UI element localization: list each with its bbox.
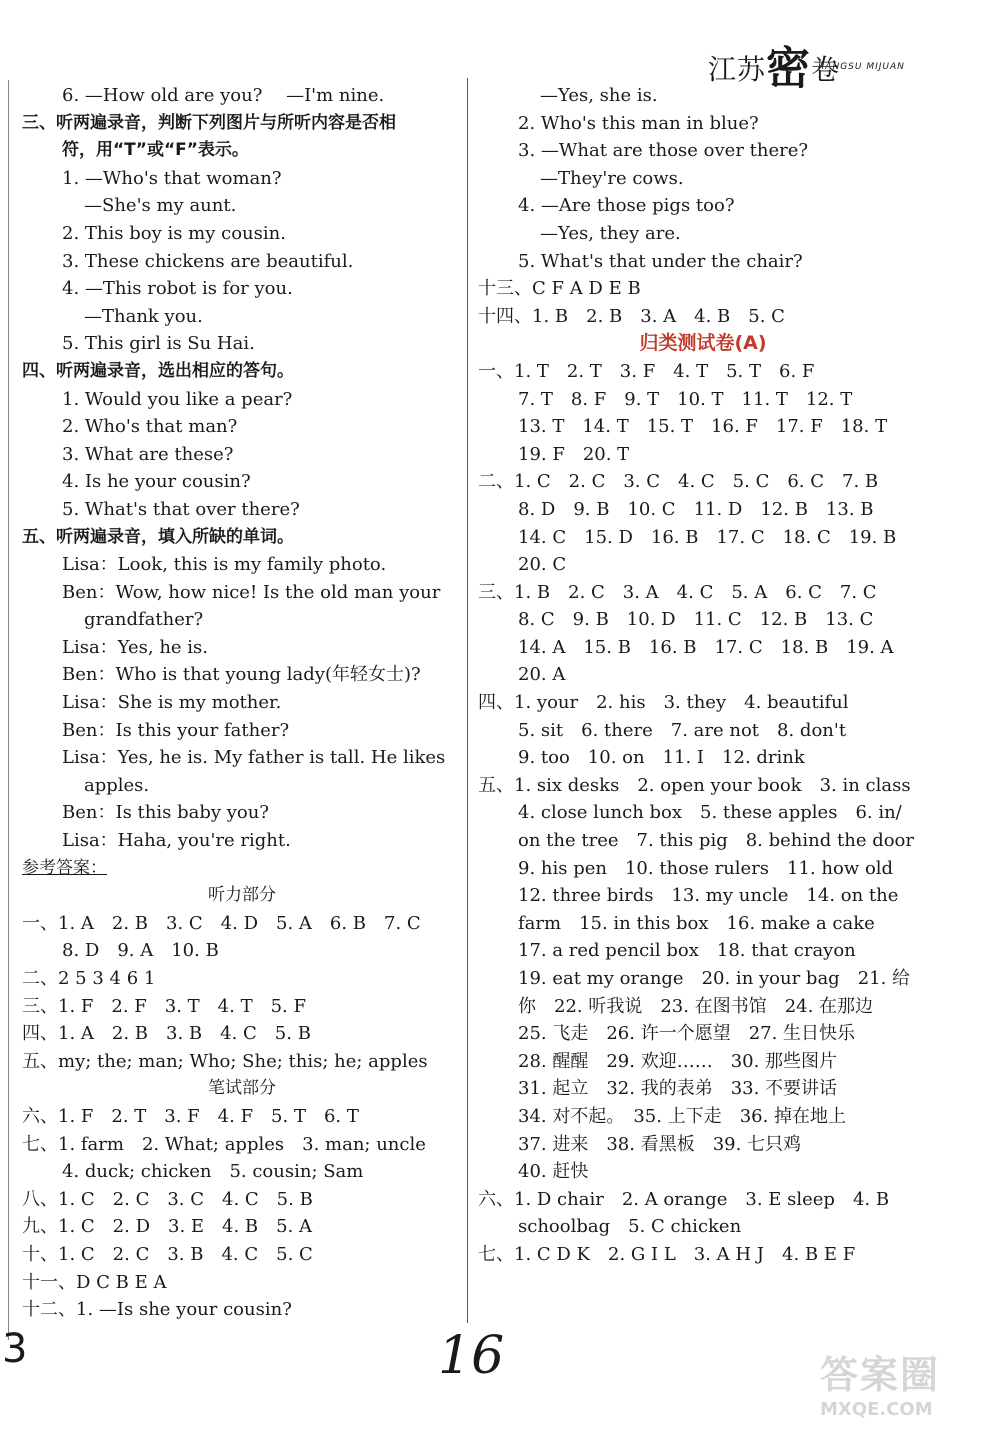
right-line: 2. Who's this man in blue? (518, 112, 759, 134)
right-column (478, 82, 928, 1269)
right-line: schoolbag 5. C chicken (518, 1216, 742, 1238)
right-line: 你 22. 听我说 23. 在图书馆 24. 在那边 (518, 995, 874, 1017)
left-line: Ben：Who is that young lady(年轻女士)? (62, 664, 421, 686)
right-line: 17. a red pencil box 18. that crayon (518, 940, 856, 962)
left-column (22, 82, 462, 1324)
right-line: farm 15. in this box 16. make a cake (518, 912, 875, 934)
column-divider (467, 78, 468, 1323)
right-line: 七、1. C D K 2. G I L 3. A H J 4. B E F (478, 1243, 856, 1265)
right-line: 12. three birds 13. my uncle 14. on the (518, 885, 899, 907)
right-line: 8. D 9. B 10. C 11. D 12. B 13. B (518, 498, 874, 520)
left-line: Lisa：Haha, you're right. (62, 830, 291, 852)
left-line: Lisa：She is my mother. (62, 692, 282, 714)
right-line: 40. 赶快 (518, 1161, 589, 1183)
right-line: 9. too 10. on 11. I 12. drink (518, 747, 805, 769)
right-line: 一、1. T 2. T 3. F 4. T 5. T 6. F (478, 360, 815, 382)
left-line: 1. —Who's that woman? (62, 167, 282, 189)
watermark-url: MXQE.COM (820, 1399, 933, 1420)
left-line: 2. Who's that man? (62, 416, 238, 438)
right-line: 二、1. C 2. C 3. C 4. C 5. C 6. C 7. B (478, 471, 879, 493)
right-line: —Yes, she is. (540, 85, 658, 106)
left-line: 十一、D C B E A (22, 1271, 167, 1293)
left-line: 4. Is he your cousin? (62, 471, 251, 493)
right-line: 十三、C F A D E B (478, 278, 641, 300)
right-line: 19. F 20. T (518, 443, 630, 465)
right-line: 19. eat my orange 20. in your bag 21. 给 (518, 968, 911, 989)
right-line: 5. What's that under the chair? (518, 250, 803, 272)
left-line: 4. duck; chicken 5. cousin; Sam (62, 1161, 364, 1183)
right-line: 3. —What are those over there? (518, 140, 809, 162)
left-line: 3. What are these? (62, 443, 234, 465)
right-line: 五、1. six desks 2. open your book 3. in class (478, 774, 911, 796)
left-line: —She's my aunt. (84, 195, 237, 217)
right-line: 13. T 14. T 15. T 16. F 17. F 18. T (518, 416, 888, 438)
left-line: 六、1. F 2. T 3. F 4. F 5. T 6. T (22, 1105, 359, 1127)
left-line: 二、2 5 3 4 6 1 (22, 968, 156, 989)
right-line: 7. T 8. F 9. T 10. T 11. T 12. T (518, 388, 853, 410)
right-line: 5. sit 6. there 7. are not 8. don't (518, 719, 847, 741)
logo-pre: 江苏 (708, 53, 767, 86)
left-line: 九、1. C 2. D 3. E 4. B 5. A (22, 1216, 313, 1238)
left-line: 5. This girl is Su Hai. (62, 333, 255, 355)
right-line: 14. C 15. D 16. B 17. C 18. C 19. B (518, 526, 897, 548)
right-line: 六、1. D chair 2. A orange 3. E sleep 4. B (478, 1188, 890, 1210)
left-line: 三、1. F 2. F 3. T 4. T 5. F (22, 995, 306, 1017)
watermark-text: 答案圈 (820, 1353, 941, 1397)
right-line: 20. A (518, 664, 566, 686)
right-line: 20. C (518, 554, 567, 576)
right-line: 9. his pen 10. those rulers 11. how old (518, 857, 894, 879)
left-line: 十二、1. —Is she your cousin? (22, 1299, 292, 1321)
left-line: grandfather? (84, 609, 204, 631)
left-line: 笔试部分 (208, 1078, 276, 1099)
logo-post: 卷 (811, 53, 841, 86)
right-line: on the tree 7. this pig 8. behind the door (518, 830, 914, 852)
left-line: Ben：Is this your father? (62, 719, 290, 741)
left-line: 5. What's that over there? (62, 498, 300, 520)
left-line: 6. —How old are you? —I'm nine. (62, 85, 385, 106)
watermark (820, 1344, 990, 1424)
left-line: 1. Would you like a pear? (62, 388, 293, 410)
right-line: 归类测试卷(A) (639, 332, 767, 355)
left-line: Lisa：Yes, he is. My father is tall. He likes (62, 747, 446, 769)
left-line: 8. D 9. A 10. B (62, 940, 219, 962)
right-line: 14. A 15. B 16. B 17. C 18. B 19. A (518, 636, 894, 658)
left-line: 一、1. A 2. B 3. C 4. D 5. A 6. B 7. C (22, 912, 421, 934)
right-line: 8. C 9. B 10. D 11. C 12. B 13. C (518, 609, 874, 631)
right-line: 37. 进来 38. 看黑板 39. 七只鸡 (518, 1133, 802, 1155)
right-line: —They're cows. (540, 167, 684, 189)
left-line: 3. These chickens are beautiful. (62, 250, 354, 272)
left-line: Lisa：Yes, he is. (62, 636, 209, 658)
right-line: 四、1. your 2. his 3. they 4. beautiful (478, 692, 849, 714)
binding-edge (8, 80, 9, 1340)
series-logo (708, 22, 918, 94)
page-number: 3 (2, 1326, 28, 1372)
left-line: 参考答案： (22, 857, 107, 878)
left-line: Lisa：Look, this is my family photo. (62, 554, 387, 576)
left-line: —Thank you. (84, 305, 203, 327)
right-line: 4. close lunch box 5. these apples 6. in/ (518, 802, 902, 824)
left-line: 符，用“T”或“F”表示。 (62, 140, 249, 161)
right-line: 28. 醒醒 29. 欢迎…… 30. 那些图片 (518, 1050, 838, 1072)
left-line: apples. (84, 774, 150, 796)
left-line: 八、1. C 2. C 3. C 4. C 5. B (22, 1188, 313, 1210)
right-line: 4. —Are those pigs too? (518, 195, 735, 217)
left-line: 听力部分 (208, 885, 276, 906)
right-line: 25. 飞走 26. 许一个愿望 27. 生日快乐 (518, 1023, 856, 1045)
left-line: 七、1. farm 2. What; apples 3. man; uncle (22, 1133, 426, 1155)
left-line: 三、听两遍录音，判断下列图片与所听内容是否相 (22, 112, 396, 133)
right-line: —Yes, they are. (540, 222, 681, 244)
left-line: 四、1. A 2. B 3. B 4. C 5. B (22, 1023, 311, 1045)
logo-big: 密 (766, 43, 812, 94)
left-line: 五、my; the; man; Who; She; this; he; apples (22, 1050, 428, 1072)
left-line: 2. This boy is my cousin. (62, 222, 286, 244)
logo-pinyin: JIANGSU MIJUAN (818, 62, 905, 72)
right-line: 十四、1. B 2. B 3. A 4. B 5. C (478, 305, 785, 327)
left-line: Ben：Wow, how nice! Is the old man your (62, 581, 441, 603)
right-line: 31. 起立 32. 我的表弟 33. 不要讲话 (518, 1078, 838, 1100)
right-line: 34. 对不起。 35. 上下走 36. 掉在地上 (518, 1105, 847, 1127)
left-line: 五、听两遍录音，填入所缺的单词。 (22, 526, 294, 547)
left-line: 四、听两遍录音，选出相应的答句。 (22, 360, 294, 381)
right-line: 三、1. B 2. C 3. A 4. C 5. A 6. C 7. C (478, 581, 877, 603)
left-line: Ben：Is this baby you? (62, 802, 269, 824)
left-line: 4. —This robot is for you. (62, 278, 293, 300)
left-line: 十、1. C 2. C 3. B 4. C 5. C (22, 1243, 313, 1265)
handwritten-number: 16 (438, 1326, 505, 1386)
